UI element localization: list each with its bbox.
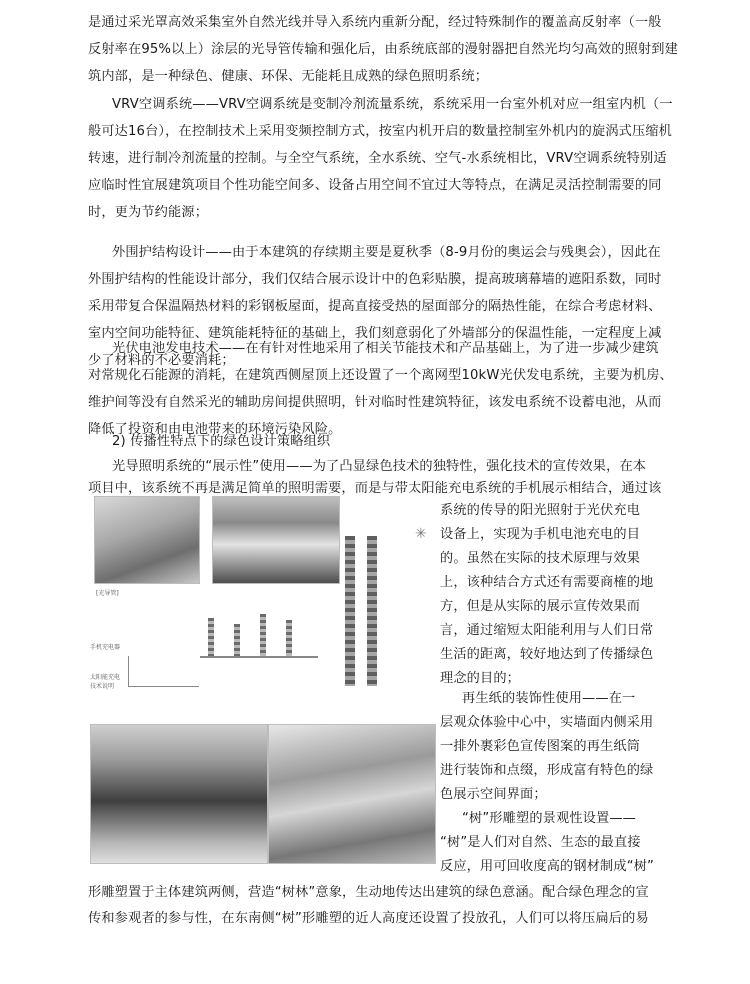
light-tube bbox=[234, 624, 240, 656]
text-line: 对常规化石能源的消耗，在建筑西侧屋顶上还设置了一个离网型10kW光伏发电系统，主要为机房、 bbox=[88, 368, 673, 383]
text-line: 反应，用可回收度高的钢材制成“树” bbox=[440, 859, 655, 874]
text-line: 反射率在95%以上）涂层的光导管传输和强化后，由系统底部的漫射器把自然光均匀高效的照射到建 bbox=[88, 42, 678, 57]
text-line: 系统的传导的阳光照射于光伏充电 bbox=[440, 503, 641, 518]
photo-curved-counter bbox=[268, 724, 436, 864]
text-line: 室内空间功能特征、建筑能耗特征的基础上，我们刻意弱化了外墙部分的保温性能，一定程度上减 bbox=[88, 326, 662, 341]
text-line: 外围护结构的性能设计部分，我们仅结合展示设计中的色彩贴膜，提高玻璃幕墙的遮阳系数，同时 bbox=[88, 272, 662, 287]
light-tube bbox=[260, 614, 266, 656]
text-line: 时，更为节约能源； bbox=[88, 205, 209, 220]
sun-icon: ✳ bbox=[415, 526, 427, 542]
pv-line: 光伏电池发电技术——在有针对性地采用了相关节能技术和产品基础上，为了进一步减少建筑 bbox=[112, 341, 659, 356]
label-phone-charger: 手机充电器 bbox=[90, 644, 121, 651]
text-line: 设备上，实现为手机电池充电的目 bbox=[440, 527, 641, 542]
text-line: 形雕塑置于主体建筑两侧，营造“树林”意象，生动地传达出建筑的绿色意涵。配合绿色理念的宣 bbox=[88, 885, 649, 900]
figure-tag: [光导管] bbox=[96, 590, 119, 597]
text-line: 言，通过缩短太阳能利用与人们日常 bbox=[440, 623, 654, 638]
text-line: 采用带复合保温隔热材料的彩钢板屋面，提高直接受热的屋面部分的隔热性能，在综合考虑材料、 bbox=[88, 299, 662, 314]
section-heading: 2) 传播性特点下的绿色设计策略组织 bbox=[112, 434, 331, 449]
photo-exhibit-interior bbox=[94, 496, 200, 584]
figure-composite bbox=[88, 496, 436, 866]
light-tube bbox=[286, 620, 292, 656]
text-line: 应临时性宜展建筑项目个性功能空间多、设备占用空间不宜过大等特点，在满足灵活控制需要的同 bbox=[88, 178, 662, 193]
text-line: 少了材料的不必要消耗； bbox=[88, 353, 235, 368]
text-line: 的。虽然在实际的技术原理与效果 bbox=[440, 551, 641, 566]
text-line: VRV空调系统——VRV空调系统是变制冷剂流量系统，系统采用一台室外机对应一组室内机（一 bbox=[112, 97, 673, 112]
light-tube-tall bbox=[345, 536, 355, 686]
light-tube bbox=[208, 618, 214, 656]
label-solar-note: 太阳能充电 技术说明 bbox=[90, 674, 121, 690]
text-line: 是通过采光罩高效采集室外自然光线并导入系统内重新分配，经过特殊制作的覆盖高反射率（一般 bbox=[88, 15, 662, 30]
text-line: 上，该种结合方式还有需要商榷的地 bbox=[440, 575, 654, 590]
text-line: 外围护结构设计——由于本建筑的存续期主要是夏秋季（8-9月份的奥运会与残奥会），因此在 bbox=[112, 245, 661, 260]
text-line: 层观众体验中心中，实墙面内侧采用 bbox=[440, 715, 654, 730]
light-tube-tall bbox=[367, 536, 377, 686]
text-line: “树”是人们对自然、生态的最直接 bbox=[440, 835, 641, 850]
text-line: 进行装饰和点缀，形成富有特色的绿 bbox=[440, 763, 654, 778]
text-line: 再生纸的装饰性使用——在一 bbox=[462, 691, 636, 706]
text-line: 生活的距离，较好地达到了传播绿色 bbox=[440, 647, 654, 662]
photo-exhibit-booth bbox=[212, 496, 340, 584]
text-line: “树”形雕塑的景观性设置—— bbox=[462, 811, 637, 826]
ground-line bbox=[200, 656, 318, 658]
text-line: 降低了投资和由电池带来的环境污染风险。 bbox=[88, 422, 342, 437]
text-line: 项目中，该系统不再是满足简单的照明需要，而是与带太阳能充电系统的手机展示相结合，通过该 bbox=[88, 481, 662, 496]
text-line: 筑内部，是一种绿色、健康、环保、无能耗且成熟的绿色照明系统； bbox=[88, 69, 489, 84]
leader-line bbox=[128, 656, 199, 687]
text-line: 般可达16台），在控制技术上采用变频控制方式，按室内机开启的数量控制室外机内的旋涡式压缩机 bbox=[88, 124, 672, 139]
text-line: 传和参观者的参与性，在东南侧“树”形雕塑的近人高度还设置了投放孔，人们可以将压扁后的易 bbox=[88, 911, 649, 926]
text-line: 一排外裹彩色宣传图案的再生纸筒 bbox=[440, 739, 641, 754]
text-line: 色展示空间界面； bbox=[440, 787, 547, 802]
text-line: 光导照明系统的“展示性”使用——为了凸显绿色技术的独特性，强化技术的宣传效果，在本 bbox=[112, 459, 647, 474]
text-line: 方，但是从实际的展示宣传效果而 bbox=[440, 599, 641, 614]
photo-paper-tube-wall bbox=[90, 724, 268, 864]
text-line: 转速，进行制冷剂流量的控制。与全空气系统，全水系统、空气-水系统相比，VRV空调系统特别适 bbox=[88, 151, 667, 166]
text-line: 理念的目的； bbox=[440, 671, 521, 686]
text-line: 维护间等没有自然采光的辅助房间提供照明，针对临时性建筑特征，该发电系统不设蓄电池，从而 bbox=[88, 395, 662, 410]
